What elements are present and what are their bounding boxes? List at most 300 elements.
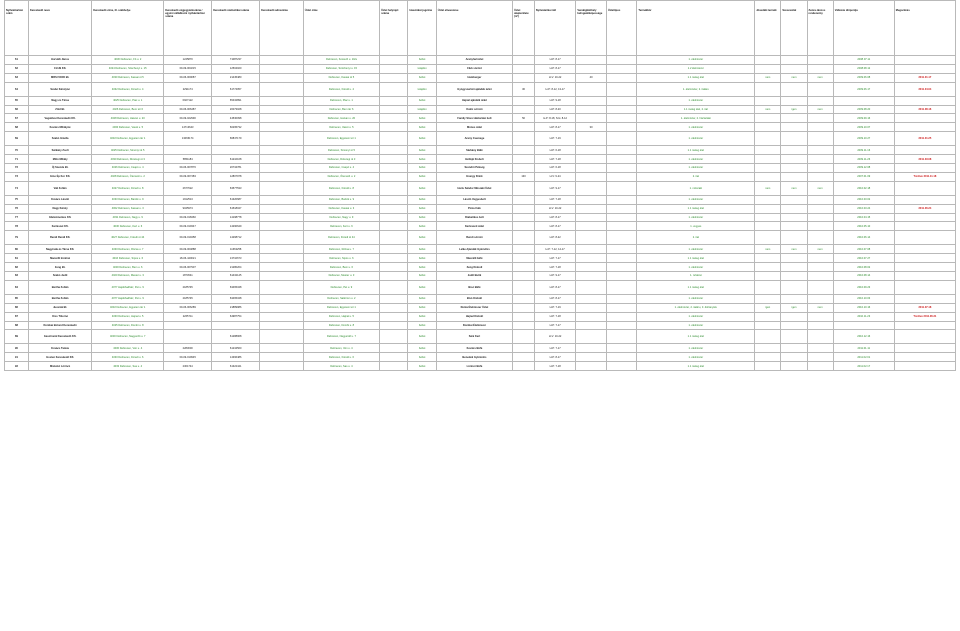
cell-area[interactable]	[513, 303, 535, 312]
cell-z[interactable]	[807, 312, 833, 321]
table-row[interactable]	[5, 56, 956, 65]
cell-name[interactable]: MRS FOOD Bt.	[28, 73, 91, 82]
cell-cap[interactable]	[576, 353, 607, 362]
cell-meg[interactable]	[894, 146, 955, 155]
cell-j[interactable]	[755, 294, 781, 303]
table-row[interactable]	[5, 213, 956, 222]
cell-j[interactable]	[755, 56, 781, 65]
cell-nev[interactable]: Bisó Büfé	[436, 280, 512, 294]
cell-type[interactable]	[606, 82, 637, 96]
cell-jog[interactable]: bérlet	[408, 73, 436, 82]
cell-no[interactable]: 83	[5, 272, 29, 281]
cell-name[interactable]: Új Szende Bt.	[28, 164, 91, 173]
cell-cap[interactable]	[576, 245, 607, 254]
column-header[interactable]: Zenés-táncos rendezvény	[807, 1, 833, 56]
cell-meg[interactable]: 2011.01.17	[894, 73, 955, 82]
cell-z[interactable]	[807, 204, 833, 213]
cell-tax[interactable]	[260, 146, 304, 155]
cell-shop[interactable]: Debrecen, Kert u. 6	[303, 222, 379, 231]
cell-jog[interactable]: bérlet	[408, 231, 436, 245]
cell-open[interactable]: H-V: 9-24	[534, 172, 575, 181]
cell-nev[interactable]: Kalóz söröző	[436, 105, 512, 114]
cell-hrsz[interactable]	[380, 353, 408, 362]
cell-hrsz[interactable]	[380, 294, 408, 303]
cell-hrsz[interactable]	[380, 146, 408, 155]
table-row[interactable]	[5, 96, 956, 105]
cell-area[interactable]	[513, 294, 535, 303]
cell-meg[interactable]	[894, 123, 955, 132]
cell-type[interactable]	[606, 353, 637, 362]
cell-valt[interactable]	[833, 96, 894, 105]
cell-name[interactable]: Sárkány Zsolt	[28, 146, 91, 155]
cell-s[interactable]	[781, 56, 807, 65]
cell-s[interactable]	[781, 123, 807, 132]
cell-hrsz[interactable]	[380, 303, 408, 312]
cell-s[interactable]: nem	[781, 181, 807, 195]
cell-shop[interactable]: Debrecen, Bartók u. 9	[303, 195, 379, 204]
cell-name[interactable]: Bertha Zoltán	[28, 294, 91, 303]
cell-shop[interactable]: Debrecen, Hajnal u. 5	[303, 312, 379, 321]
cell-addr[interactable]: 4030 Debrecen, Hajnal u. 5	[92, 312, 164, 321]
cell-area[interactable]	[513, 254, 535, 263]
column-header[interactable]: Nyitvatartási idő	[534, 1, 575, 56]
cell-name[interactable]: Bertha Zoltán	[28, 280, 91, 294]
cell-s[interactable]: igen	[781, 303, 807, 312]
cell-items[interactable]: 1.1 meleg étel	[637, 254, 755, 263]
cell-addr[interactable]: 4002 Debrecen, Kassai u. 3	[92, 204, 164, 213]
column-header[interactable]: Üzlettípus	[606, 1, 637, 56]
cell-stat[interactable]: 60295732	[212, 123, 260, 132]
cell-items[interactable]: 1.1 meleg étel	[637, 73, 755, 82]
cell-valt[interactable]: 2011.02.01	[833, 353, 894, 362]
cell-meg[interactable]: 2011.06.24	[894, 204, 955, 213]
cell-hrsz[interactable]	[380, 263, 408, 272]
cell-jog[interactable]: bérlet	[408, 272, 436, 281]
cell-no[interactable]: 82	[5, 263, 29, 272]
cell-stat[interactable]: 61774057	[212, 82, 260, 96]
cell-area[interactable]	[513, 123, 535, 132]
cell-reg[interactable]: 14713643	[164, 123, 212, 132]
cell-s[interactable]: nem	[781, 73, 807, 82]
cell-valt[interactable]: 2009.10.07	[833, 123, 894, 132]
cell-tax[interactable]	[260, 353, 304, 362]
cell-j[interactable]	[755, 195, 781, 204]
cell-jog[interactable]: bérlet	[408, 155, 436, 164]
cell-stat[interactable]: 61210168	[212, 155, 260, 164]
cell-meg[interactable]	[894, 353, 955, 362]
cell-shop[interactable]: Debrecen, Csapó u. 4	[303, 164, 379, 173]
cell-jog[interactable]: bérlet	[408, 222, 436, 231]
cell-cap[interactable]	[576, 82, 607, 96]
cell-name[interactable]: Juventá Bt.	[28, 303, 91, 312]
cell-reg[interactable]: 09-09-019347	[164, 222, 212, 231]
cell-s[interactable]	[781, 294, 807, 303]
cell-valt[interactable]: 2011.01.11	[833, 344, 894, 353]
cell-name[interactable]: CLUB Kft.	[28, 64, 91, 73]
cell-tax[interactable]	[260, 245, 304, 254]
table-row[interactable]	[5, 114, 956, 123]
cell-items[interactable]: 1. élelmiszer	[637, 245, 755, 254]
cell-name[interactable]: Nagy Károly	[28, 204, 91, 213]
cell-no[interactable]: 76	[5, 204, 29, 213]
table-row[interactable]	[5, 321, 956, 330]
table-row[interactable]	[5, 132, 956, 146]
cell-addr[interactable]: 4030 Debrecen, Nagyerdő u. 7	[92, 330, 164, 344]
cell-shop[interactable]: Debrecen, Sas u. 4	[303, 362, 379, 371]
cell-reg[interactable]: 1874541	[164, 272, 212, 281]
table-row[interactable]	[5, 204, 956, 213]
cell-type[interactable]	[606, 181, 637, 195]
cell-hrsz[interactable]	[380, 132, 408, 146]
cell-area[interactable]	[513, 181, 535, 195]
cell-j[interactable]	[755, 213, 781, 222]
cell-z[interactable]	[807, 96, 833, 105]
cell-tax[interactable]	[260, 330, 304, 344]
cell-s[interactable]	[781, 321, 807, 330]
cell-s[interactable]	[781, 146, 807, 155]
cell-type[interactable]	[606, 263, 637, 272]
cell-addr[interactable]: 4030 Debrecen, Füredi u. 6	[92, 353, 164, 362]
cell-type[interactable]	[606, 164, 637, 173]
cell-area[interactable]	[513, 272, 535, 281]
cell-name[interactable]: Nagyrada és Társa Kft.	[28, 245, 91, 254]
cell-area[interactable]	[513, 353, 535, 362]
cell-cap[interactable]	[576, 172, 607, 181]
cell-valt[interactable]: 2011.02.17	[833, 362, 894, 371]
cell-meg[interactable]	[894, 164, 955, 173]
cell-s[interactable]	[781, 312, 807, 321]
cell-nev[interactable]: Sáni Kert	[436, 330, 512, 344]
table-row[interactable]	[5, 146, 956, 155]
cell-valt[interactable]: 2007.01.09	[833, 172, 894, 181]
cell-addr[interactable]: 4026 Debrecen, Bem tér 6	[92, 105, 164, 114]
cell-reg[interactable]: 2185745	[164, 280, 212, 294]
cell-j[interactable]	[755, 231, 781, 245]
cell-open[interactable]: H-P: 8-17	[534, 56, 575, 65]
cell-hrsz[interactable]	[380, 123, 408, 132]
cell-meg[interactable]	[894, 64, 955, 73]
cell-open[interactable]: H-P: 7-17	[534, 254, 575, 263]
cell-stat[interactable]: 61432145	[212, 272, 260, 281]
cell-name[interactable]: Gasztronál Kereskedő Kft.	[28, 330, 91, 344]
cell-area[interactable]	[513, 96, 535, 105]
cell-addr[interactable]: 4030 Debrecen, Vén u. 4	[92, 344, 164, 353]
cell-z[interactable]	[807, 82, 833, 96]
cell-valt[interactable]: 2010.07.27	[833, 254, 894, 263]
cell-hrsz[interactable]	[380, 344, 408, 353]
cell-valt[interactable]: 2009.08.20	[833, 105, 894, 114]
cell-nev[interactable]: Hamburger	[436, 73, 512, 82]
cell-type[interactable]	[606, 146, 637, 155]
cell-type[interactable]	[606, 96, 637, 105]
cell-valt[interactable]: 2010.12.16	[833, 330, 894, 344]
cell-z[interactable]	[807, 330, 833, 344]
cell-type[interactable]	[606, 321, 637, 330]
column-header[interactable]: Változás időpontja	[833, 1, 894, 56]
cell-j[interactable]	[755, 96, 781, 105]
cell-z[interactable]	[807, 280, 833, 294]
cell-items[interactable]: 1.1 meleg étel, 2. ital	[637, 105, 755, 114]
cell-stat[interactable]: 20073028	[212, 105, 260, 114]
cell-j[interactable]: igen	[755, 303, 781, 312]
cell-addr[interactable]: 4030 Debrecen, Bem u. 6	[92, 263, 164, 272]
cell-open[interactable]: H-V: 10-22	[534, 73, 575, 82]
cell-shop[interactable]: Debrecen, Sipos u. 6	[303, 254, 379, 263]
cell-type[interactable]	[606, 362, 637, 371]
cell-stat[interactable]	[212, 146, 260, 155]
cell-area[interactable]	[513, 222, 535, 231]
table-row[interactable]	[5, 64, 956, 73]
cell-meg[interactable]	[894, 114, 955, 123]
cell-open[interactable]: H-P: 6-18	[534, 164, 575, 173]
cell-items[interactable]: 1. ruházat	[637, 272, 755, 281]
cell-open[interactable]: H-P: 7-17	[534, 321, 575, 330]
cell-s[interactable]	[781, 280, 807, 294]
cell-meg[interactable]: 2011.01.25	[894, 132, 955, 146]
cell-shop[interactable]: Debrecen, Hatvan u. 20	[303, 114, 379, 123]
cell-reg[interactable]	[164, 330, 212, 344]
column-header[interactable]: Kereskedő adószáma	[260, 1, 304, 56]
cell-type[interactable]	[606, 213, 637, 222]
cell-area[interactable]	[513, 280, 535, 294]
cell-s[interactable]	[781, 195, 807, 204]
cell-items[interactable]: 1.1 meleg étel	[637, 362, 755, 371]
cell-z[interactable]	[807, 231, 833, 245]
cell-jog[interactable]: bérlet	[408, 353, 436, 362]
cell-type[interactable]	[606, 123, 637, 132]
cell-cap[interactable]	[576, 155, 607, 164]
cell-tax[interactable]	[260, 164, 304, 173]
cell-nev[interactable]: Benedek Gyümölcs	[436, 353, 512, 362]
cell-stat[interactable]: 61320687	[212, 195, 260, 204]
cell-stat[interactable]: 13710673	[212, 254, 260, 263]
cell-jog[interactable]: tulajdon	[408, 82, 436, 96]
cell-j[interactable]	[755, 312, 781, 321]
cell-items[interactable]: 1. élelmiszer	[637, 312, 755, 321]
cell-shop[interactable]: Debrecen, Bem tér 6	[303, 105, 379, 114]
cell-j[interactable]	[755, 353, 781, 362]
cell-no[interactable]: 79	[5, 231, 29, 245]
cell-addr[interactable]: 4033 Debrecen, Sas u. 4	[92, 362, 164, 371]
cell-shop[interactable]: Debrecen, Ótemető u. 2	[303, 172, 379, 181]
cell-jog[interactable]: bérlet	[408, 362, 436, 371]
cell-valt[interactable]: 2010.10.16	[833, 303, 894, 312]
cell-addr[interactable]: 4030 Debrecen, Rózsa u. 7	[92, 245, 164, 254]
cell-name[interactable]: Mihó Mihály	[28, 155, 91, 164]
cell-valt[interactable]: 2010.04.15	[833, 213, 894, 222]
cell-no[interactable]: 70	[5, 146, 29, 155]
cell-jog[interactable]: bérlet	[408, 195, 436, 204]
cell-jog[interactable]: bérlet	[408, 56, 436, 65]
cell-no[interactable]: 63	[5, 73, 29, 82]
cell-hrsz[interactable]	[380, 280, 408, 294]
cell-open[interactable]: H-P: 8-22	[534, 231, 575, 245]
cell-shop[interactable]: Debrecen, Piac u. 1	[303, 96, 379, 105]
cell-reg[interactable]: 09-06-007907	[164, 263, 212, 272]
cell-stat[interactable]: 14290649	[212, 222, 260, 231]
cell-j[interactable]	[755, 280, 781, 294]
table-row[interactable]	[5, 362, 956, 371]
cell-stat[interactable]: 63577533	[212, 181, 260, 195]
cell-cap[interactable]	[576, 294, 607, 303]
column-header[interactable]: Vendéglátóhely befogadóképessége	[576, 1, 607, 56]
cell-valt[interactable]: 2008.08.12	[833, 64, 894, 73]
table-row[interactable]	[5, 272, 956, 281]
cell-name[interactable]: Gluténmentes Kft.	[28, 213, 91, 222]
cell-name[interactable]: Kertészet Kft.	[28, 222, 91, 231]
cell-stat[interactable]: 20734781	[212, 164, 260, 173]
cell-s[interactable]	[781, 362, 807, 371]
cell-stat[interactable]: 21889986	[212, 303, 260, 312]
cell-shop[interactable]: Debrecen, Füredi út 44	[303, 231, 379, 245]
cell-jog[interactable]: bérlet	[408, 213, 436, 222]
cell-valt[interactable]: 2010.03.24	[833, 204, 894, 213]
table-row[interactable]	[5, 172, 956, 181]
cell-items[interactable]: 1. élelmiszer, 2. italáru, 3. dohányáru	[637, 303, 755, 312]
cell-tax[interactable]	[260, 263, 304, 272]
cell-z[interactable]: nem	[807, 105, 833, 114]
cell-no[interactable]: 71	[5, 155, 29, 164]
cell-type[interactable]	[606, 132, 637, 146]
cell-stat[interactable]: 61322441	[212, 362, 260, 371]
cell-nev[interactable]: Gyógyszertári ajándék üzlet	[436, 82, 512, 96]
cell-cap[interactable]	[576, 64, 607, 73]
cell-nev[interactable]: Renta Élelmiszer Üzlet	[436, 303, 512, 312]
cell-open[interactable]: H-P: 6-18	[534, 146, 575, 155]
cell-tax[interactable]	[260, 294, 304, 303]
cell-area[interactable]	[513, 321, 535, 330]
cell-cap[interactable]	[576, 263, 607, 272]
cell-z[interactable]	[807, 272, 833, 281]
cell-meg[interactable]	[894, 96, 955, 105]
cell-stat[interactable]	[212, 321, 260, 330]
cell-items[interactable]: 1. élelmiszer	[637, 321, 755, 330]
cell-no[interactable]: 91	[5, 353, 29, 362]
cell-shop[interactable]: Debrecen, Mester u. 3	[303, 272, 379, 281]
cell-nev[interactable]: Rendi söröző	[436, 231, 512, 245]
table-row[interactable]	[5, 231, 956, 245]
cell-hrsz[interactable]	[380, 254, 408, 263]
cell-addr[interactable]: 4028 Debrecen, Ótemető u. 2	[92, 172, 164, 181]
cell-reg[interactable]: 09-06-006289	[164, 303, 212, 312]
cell-shop[interactable]: Debrecen, Nagyerdő u. 7	[303, 330, 379, 344]
cell-open[interactable]: H-P: 7-12, 14-17	[534, 245, 575, 254]
cell-type[interactable]	[606, 245, 637, 254]
cell-nev[interactable]: Zeng Kisbolt	[436, 263, 512, 272]
cell-z[interactable]	[807, 114, 833, 123]
cell-valt[interactable]: 2009.06.17	[833, 82, 894, 96]
cell-name[interactable]: Zöld Bt.	[28, 105, 91, 114]
cell-j[interactable]: nem	[755, 105, 781, 114]
cell-reg[interactable]: 9045974	[164, 204, 212, 213]
cell-meg[interactable]	[894, 222, 955, 231]
cell-cap[interactable]	[576, 344, 607, 353]
cell-nev[interactable]: Energy Drink	[436, 172, 512, 181]
cell-addr[interactable]: 4024 Debrecen, Széchenyi u. 15	[92, 64, 164, 73]
cell-no[interactable]: 92	[5, 362, 29, 371]
cell-stat[interactable]: 14396486	[212, 353, 260, 362]
cell-open[interactable]: H-P: 7-18	[534, 263, 575, 272]
cell-s[interactable]	[781, 204, 807, 213]
cell-shop[interactable]: Debrecen, Kassai út 5	[303, 73, 379, 82]
cell-jog[interactable]: bérlet	[408, 132, 436, 146]
cell-shop[interactable]: Debrecen, Pet u. 9	[303, 280, 379, 294]
cell-reg[interactable]: 09-09-007483	[164, 172, 212, 181]
column-header[interactable]: Kereskedő címe, ill. székhelye	[92, 1, 164, 56]
cell-meg[interactable]	[894, 280, 955, 294]
cell-area[interactable]: 130	[513, 172, 535, 181]
cell-z[interactable]: nem	[807, 181, 833, 195]
cell-hrsz[interactable]	[380, 213, 408, 222]
cell-no[interactable]: 73	[5, 172, 29, 181]
cell-items[interactable]: 1. élelmiszer	[637, 294, 755, 303]
cell-s[interactable]	[781, 82, 807, 96]
column-header[interactable]: Megszűnés	[894, 1, 955, 56]
cell-tax[interactable]	[260, 123, 304, 132]
cell-z[interactable]	[807, 254, 833, 263]
cell-z[interactable]	[807, 123, 833, 132]
cell-open[interactable]: H-P: 7-18	[534, 362, 575, 371]
cell-meg[interactable]	[894, 245, 955, 254]
cell-no[interactable]: 90	[5, 344, 29, 353]
cell-area[interactable]	[513, 164, 535, 173]
cell-reg[interactable]: 5851184	[164, 155, 212, 164]
cell-type[interactable]	[606, 222, 637, 231]
cell-tax[interactable]	[260, 172, 304, 181]
cell-addr[interactable]: 4026 Debrecen, Csapó u. 4	[92, 164, 164, 173]
cell-valt[interactable]: 2010.09.23	[833, 280, 894, 294]
cell-open[interactable]: H-V: 10-22	[534, 330, 575, 344]
cell-cap[interactable]	[576, 254, 607, 263]
cell-items[interactable]: 1. élelmiszer	[637, 155, 755, 164]
cell-open[interactable]: H-P: 8-17	[534, 222, 575, 231]
cell-z[interactable]	[807, 155, 833, 164]
cell-valt[interactable]: 2010.02.18	[833, 181, 894, 195]
cell-open[interactable]: H-P: 7-19	[534, 132, 575, 146]
cell-cap[interactable]: 40	[576, 73, 607, 82]
cell-items[interactable]: 1. műszaki	[637, 181, 755, 195]
cell-j[interactable]	[755, 82, 781, 96]
cell-cap[interactable]	[576, 362, 607, 371]
column-header[interactable]: Használat jogcíme	[408, 1, 436, 56]
cell-reg[interactable]	[164, 321, 212, 330]
cell-addr[interactable]: 4025 Debrecen, Simonyi út 5	[92, 146, 164, 155]
cell-meg[interactable]: 2011.04.04	[894, 82, 955, 96]
cell-s[interactable]: nem	[781, 245, 807, 254]
cell-hrsz[interactable]	[380, 64, 408, 73]
cell-addr[interactable]: 4032 Debrecen, Egyetem tér 1	[92, 303, 164, 312]
cell-jog[interactable]: bérlet	[408, 96, 436, 105]
cell-shop[interactable]: Debrecen, Salétrom u. 2	[303, 294, 379, 303]
cell-hrsz[interactable]	[380, 204, 408, 213]
cell-type[interactable]	[606, 330, 637, 344]
cell-shop[interactable]: Debrecen, Kassai u. 3	[303, 204, 379, 213]
cell-hrsz[interactable]	[380, 222, 408, 231]
cell-open[interactable]: H-P: 8-17	[534, 64, 575, 73]
cell-open[interactable]: H-P: 8-17	[534, 353, 575, 362]
column-header[interactable]: Kereskedő neve	[28, 1, 91, 56]
table-row[interactable]	[5, 312, 956, 321]
cell-z[interactable]	[807, 294, 833, 303]
cell-jog[interactable]: bérlet	[408, 321, 436, 330]
cell-items[interactable]: 1. vegyes	[637, 222, 755, 231]
cell-area[interactable]: 50	[513, 114, 535, 123]
cell-jog[interactable]: bérlet	[408, 123, 436, 132]
cell-z[interactable]	[807, 172, 833, 181]
cell-addr[interactable]: 4028 Debrecen, Hatvan u. 20	[92, 114, 164, 123]
cell-nev[interactable]: Lelke Ajándék Gyümölcs	[436, 245, 512, 254]
cell-stat[interactable]: 63465348	[212, 294, 260, 303]
